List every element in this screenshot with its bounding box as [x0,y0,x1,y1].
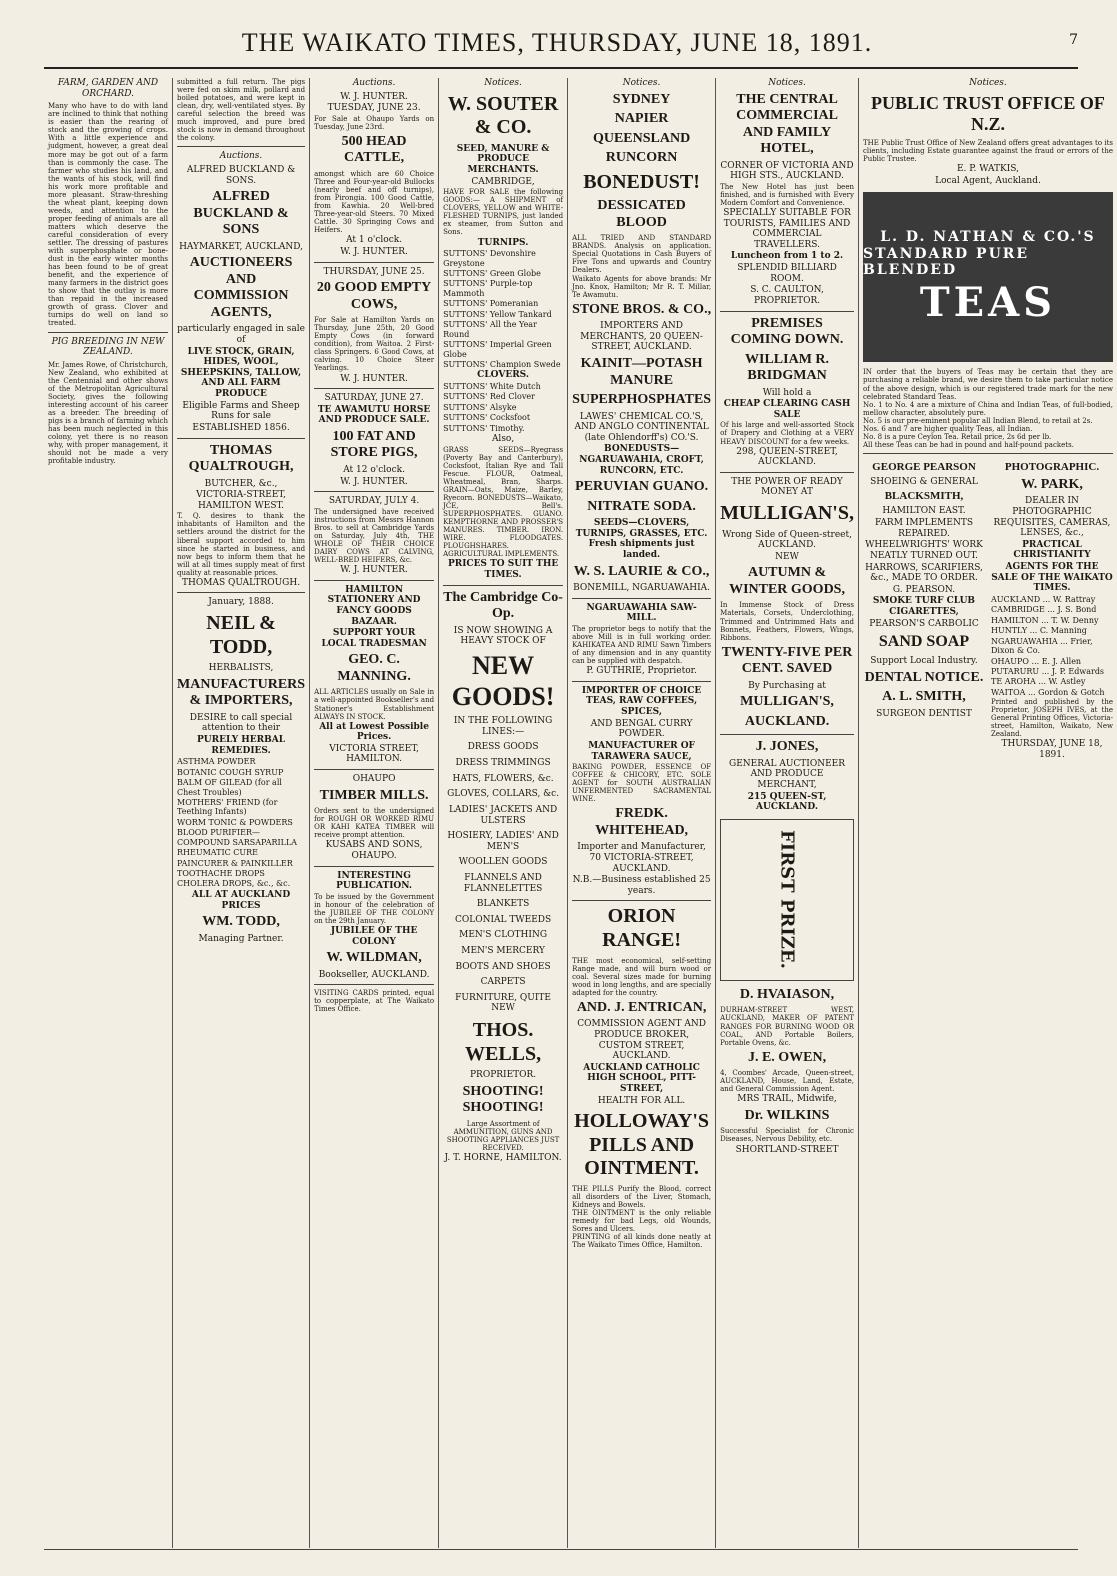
coop-line: FLANNELS AND FLANNELETTES [463,872,543,894]
turnip-item: SUTTONS' Champion Swede [443,359,561,369]
neil-todd-prices: ALL AT AUCKLAND PRICES [191,889,291,911]
coop-line: FURNITURE, QUITE NEW [455,992,551,1014]
whitehead-established: N.B.—Business established 25 years. [572,875,711,896]
jubilee-body: To be issued by the Government in honour of the celebration of the JUBILEE OF THE COLONY on the 29th January. [314,892,435,925]
divider [314,388,434,389]
divider [314,866,434,867]
wells-proprietor: PROPRIETOR. [469,1070,537,1081]
coop-showing: IS NOW SHOWING A HEAVY STOCK OF [453,625,553,647]
hotel-address: CORNER OF VICTORIA AND HIGH STS., AUCKLAND. [720,160,854,182]
column-6 [716,78,859,1548]
bengal: AND BENGAL CURRY POWDER. [590,718,693,740]
nathan-label: L. D. NATHAN & CO.'S [880,229,1096,246]
range-illustration [720,819,854,981]
coop-line: MEN'S MERCERY [461,946,545,956]
hotel-luncheon: Luncheon from 1 to 2. [730,251,844,262]
autumn-body: In Immense Stock of Dress Materials, Corsets, Underclothing, Trimmed and Untrimmed Hats and Bonnets, Feathers, Flowers, Wings, Ribbons. [720,601,854,642]
teas-no6: Nos. 6 and 7 are higher quality Teas, all Indian. [862,424,1033,433]
hvaiason-name: D. HVAIASON, [739,986,835,1002]
buckland-heading: ALFRED BUCKLAND & SONS. [186,164,296,186]
pearson-park-row [863,458,1113,762]
coop-line: CARPETS [480,977,526,988]
shortland: SHORTLAND-STREET [735,1144,839,1155]
ointment: THE OINTMENT is the only reliable remedy for bad Legs, old Wounds, Sores and Ulcers. [572,1209,712,1234]
auckland: AUCKLAND. [744,713,830,729]
hvaiason-body: DURHAM-STREET WEST, AUCKLAND, MAKER OF PATENT RANGES FOR BURNING WOOD OR COAL, AND Portable Boilers, Portable Ovens, &c. [720,1006,854,1047]
qualtrough-body: T. Q. desires to thank the inhabitants of Hamilton and the settlers around the district for the liberal support accorded to him since he started in business, and now begs to inform them that he will at all times supply meat of first quality at reasonable prices. [177,512,306,577]
divider [572,598,711,599]
buckland-firm: ALFRED BUCKLAND & SONS [193,189,289,238]
column-3 [310,78,439,1548]
sale2-hunter: W. J. HUNTER. [340,373,408,384]
stone-sub: IMPORTERS AND MERCHANTS, 20 QUEEN-STREET, AUCKLAND. [580,321,703,353]
clearing-sale: CHEAP CLEARING CASH SALE [723,399,851,420]
imprint: Printed and published by the Proprietor, JOSEPH IVES, at the General Printing Offices, Victoria-street, Hamilton, Waikato, New Zealand. [990,698,1113,739]
divider [314,262,434,263]
timber-mills: TIMBER MILLS. [319,787,429,803]
bazaar-title: HAMILTON STATIONERY AND FANCY GOODS BAZAAR. [327,584,421,627]
agent-row: AUCKLAND ... W. Rattray [990,594,1096,604]
coop-line: GLOVES, COLLARS, &c. [447,789,560,800]
column-2 [173,78,310,1548]
wells-name: THOS. WELLS, [465,1019,542,1065]
turnip-item: SUTTONS' Green Globe [443,269,541,278]
teas-logo [863,192,1113,362]
buckland-address: HAYMARKET, AUCKLAND, [179,241,303,252]
divider [720,734,854,735]
bazaar-address: VICTORIA STREET, HAMILTON. [329,743,419,765]
buckland-headline: AUCTIONEERS AND COMMISSION AGENTS, [189,255,293,320]
queensland: QUEENSLAND [592,130,691,146]
twenty-five: TWENTY-FIVE PER CENT. SAVED [721,644,853,677]
bonedust: BONEDUST! [583,170,700,193]
smoke-turf: SMOKE TURF CLUB CIGARETTES, [872,596,976,617]
bazaar-lowest: All at Lowest Possible Prices. [319,721,429,743]
ohaupo: OHAUPO [352,774,396,785]
buckland-established: ESTABLISHED 1856. [192,422,290,433]
smith-name: A. L. SMITH, [882,689,966,705]
agent-row: WAITOA ... Gordon & Gotch [990,687,1105,697]
sale1-body: For Sale at Ohaupo Yards on Tuesday, June 23rd. [314,114,435,131]
teas-label: TEAS [919,278,1057,326]
publication-title: INTERESTING PUBLICATION. [336,870,413,892]
kainit: KAINIT—POTASH MANURE [580,356,703,388]
trail: MRS TRAIL, Midwife, [737,1094,837,1105]
clover-item: SUTTONS' Cocksfoot [443,413,531,423]
column-1 [44,78,173,1548]
coop-line: BOOTS AND SHOES [455,961,551,972]
mulligans-2: MULLIGAN'S, [740,694,834,710]
sale1-items: amongst which are 60 Choice Three and Four-year-old Bullocks (nearly beef and off turnips), from Pirongia. 100 Good Cattle, from Kawhia. 20 Well-bred Three-year-old Steers. 70 Mixed Cattle. 30 Springing Cows and Heifers. [314,169,435,235]
pig-heading: PIG BREEDING IN NEW ZEALAND. [51,336,165,358]
remedy-item: MOTHERS' FRIEND (for Teething Infants) [177,797,278,817]
notices-heading: Notices. [622,78,661,88]
sale1-hunter: W. J. HUNTER. [340,246,408,257]
mulligans-new: NEW [775,551,799,562]
napier: NAPIER [614,111,669,127]
pearson-harrows: HARROWS, SCARIFIERS, &c., MADE TO ORDER. [865,562,983,584]
divider [314,984,434,985]
remedy-item: BOTANIC COUGH SYRUP [177,767,284,777]
clover-item: SUTTONS' White Dutch [443,381,541,391]
coop-line: DRESS TRIMMINGS [455,758,551,769]
first-prize-label: FIRST PRIZE. [776,830,798,970]
dessicated: DESSICATED BLOOD [597,198,686,230]
park-name: W. PARK, [1021,476,1083,492]
divider [177,438,305,439]
notices-heading: Notices. [484,78,522,88]
remedy-item: RHEUMATIC CURE [177,848,258,858]
bazaar-body: ALL ARTICLES usually on Sale in a well-appointed Bookseller's and Stationer's Establishment ALWAYS IN STOCK. [314,688,435,721]
peruvian: PERUVIAN GUANO. [575,479,709,495]
sale4-body: The undersigned have received instructions from Messrs Hannon Bros. to sell at Cambridge Yards on Saturday, July 4th, THE WHOLE OF THEIR CHOICE DAIRY COWS AT CALVING, WELL-BRED HEIFERS, &c. [314,507,435,565]
stone-name: STONE BROS. & CO., [572,301,712,317]
shooting: SHOOTING! SHOOTING! [462,1083,544,1116]
column-5 [568,78,716,1548]
watkis-name: E. P. WATKIS, [956,164,1019,175]
neil-todd-manufacturers: MANUFACTURERS & IMPORTERS, [177,676,306,709]
bottom-rule [44,1549,1078,1550]
wilkins-name: Dr. WILKINS [744,1107,830,1123]
smith-role: SURGEON DENTIST [876,708,972,719]
masthead: THE WAIKATO TIMES, THURSDAY, JUNE 18, 1891. [241,28,873,57]
teas-no5: No. 5 is our pre-eminent popular all Indian Blend, to retail at 2s. [862,416,1093,425]
mulligans-address: Wrong Side of Queen-street, AUCKLAND. [722,529,852,551]
remedy-item: CHOLERA DROPS, &c., &c. [177,879,291,889]
imprint-date: THURSDAY, JUNE 18, 1891. [1001,739,1103,761]
purchasing-at: By Purchasing at [748,680,826,691]
divider [177,146,305,147]
turnip-item: SUTTONS' Yellow Tankard [443,309,552,319]
divider [572,900,711,901]
clover-item: SUTTONS' Alsyke [443,402,517,412]
column-2-body: submitted a full return. The pigs were fed on skim milk, pollard and boiled potatoes, and were kept in clean, dry, well-ventilated styes. By careful selection the breed was much improved, and pure bred stock is now in demand throughout the colony. [177,78,306,143]
clover-item: SUTTONS' Red Clover [443,392,535,402]
standard-label: STANDARD PURE BLENDED [862,245,1030,279]
divider [720,472,854,473]
farm-body: Many who have to do with land are inclined to think that nothing is easier than the rearing of stock and the growing of crops. With a little experience and judgment, however, a great deal more may be got out of a farm than is commonly the case. The farmer who studies his land, and the wants of his stock, will find his work more profitable and more pleasant. Straw-threshing the wheat plant, keeping down weeds, and attention to the proper feeding of animals are all matters which deserve the careful consideration of every settler. The dressing of pastures with superphosphate or bone-dust in the early winter months has been found to be of great benefit, and the experience of many farmers in the district goes to show that the outlay is more than repaid in the increased growth of grass. Clover and turnips do well on land so treated. [48,102,168,328]
auctions-heading: Auctions. [219,151,263,162]
pearson-name: GEORGE PEARSON [872,460,976,473]
ammunition: Large Assortment of AMMUNITION, GUNS AND SHOOTING APPLIANCES JUST RECEIVED. [446,1119,560,1153]
neil-todd-desire: DESIRE to call special attention to their [189,712,293,734]
entrican-name: AND. J. ENTRICAN, [576,999,707,1015]
jones-sub: GENERAL AUCTIONEER AND PRODUCE MERCHANT, [729,758,846,791]
coop-line: MEN'S CLOTHING [459,930,548,941]
tarawera-body: BAKING POWDER, ESSENCE OF COFFEE & CHICORY, ETC. SOLE AGENT for SOUTH AUSTRALIAN UNFERMENTED SACRAMENTAL WINE. [572,763,712,804]
sale4-date: SATURDAY, JULY 4. [328,496,420,507]
sale2-date: THURSDAY, JUNE 25. [323,266,425,277]
remedy-item: BLOOD PURIFIER—COMPOUND SARSAPARILLA [177,828,298,847]
pearson-farm: FARM IMPLEMENTS REPAIRED. [874,518,973,539]
holloway: HOLLOWAY'S PILLS AND OINTMENT. [574,1110,710,1180]
coop-line: BLANKETS [476,899,530,910]
turnip-item: SUTTONS' Imperial Green Globe [443,340,552,359]
auctions-heading: Auctions. [352,78,396,88]
clover-item: SUTTONS' Timothy. [443,423,525,433]
remedy-item: WORM TONIC & POWDERS [177,817,293,827]
coop-line: HOSIERY, LADIES' AND MEN'S [447,831,559,852]
jubilee-title: JUBILEE OF THE COLONY [330,926,418,947]
pearson-wheel: WHEELWRIGHTS' WORK NEATLY TURNED OUT. [865,540,983,561]
qualtrough-sign: THOMAS QUALTROUGH. [182,577,301,588]
coop-new-goods: NEW GOODS! [451,650,555,711]
hotel-suitable: SPECIALLY SUITABLE FOR TOURISTS, FAMILIES AND COMMERCIAL TRAVELLERS. [723,208,851,250]
sale3-time: At 12 o'clock. [343,464,405,475]
coop-line: COLONIAL TWEEDS [454,914,552,925]
hotel-body: The New Hotel has just been finished, and is furnished with Every Modern Comfort and Convenience. [720,182,854,207]
health: HEALTH FOR ALL. [597,1095,686,1106]
turnip-item: SUTTONS' All the Year Round [443,320,537,339]
horne: J. T. HORNE, HAMILTON. [444,1153,562,1164]
also-heading: Also, [491,434,515,445]
teas-body: IN order that the buyers of Teas may be certain that they are purchasing a reliable brand, we desire them to take particular notice of the above design, which is our registered trade mark for the new celebrated Standard Teas. [862,368,1113,401]
pearson-shoeing: SHOEING & GENERAL [870,476,978,487]
owen-name: J. E. OWEN, [747,1049,827,1065]
sawmill-title: NGARUAWAHIA SAW-MILL. [586,602,697,624]
page-number: 7 [1069,32,1078,48]
farm-heading: FARM, GARDEN AND ORCHARD. [57,78,159,99]
sawmill-guthrie: P. GUTHRIE, Proprietor. [586,666,697,677]
pearson-sign: G. PEARSON. [892,584,956,595]
park-ad [991,458,1113,762]
wildman-name: W. WILDMAN, [326,950,422,966]
orion-title: ORION RANGE! [602,905,682,952]
coop-line: HATS, FLOWERS, &c. [452,773,554,784]
wilkins-body: Successful Specialist for Chronic Diseases, Nervous Debility, etc. [720,1127,854,1144]
divider [863,453,1113,454]
remedy-item: BALM OF GILEAD (for all Chest Troubles) [177,778,282,797]
printing: PRINTING of all kinds done neatly at The Waikato Times Office, Hamilton. [572,1233,712,1250]
top-rule [44,67,1078,69]
bonedusts: BONEDUSTS—NGARUAWAHIA, CROFT, RUNCORN, ETC. [579,444,704,476]
wildman-bookseller: Bookseller, AUCKLAND. [318,969,430,980]
support-local: Support Local Industry. [870,656,978,667]
carbolic: PEARSON'S CARBOLIC [869,618,979,629]
sand-soap: SAND SOAP [878,633,970,651]
turnip-item: SUTTONS' Pomeranian [443,299,539,309]
divider [48,332,168,333]
whitehead-name: FREDK. WHITEHEAD, [595,806,689,838]
notices-heading: Notices. [969,78,1007,88]
bridgman-name: WILLIAM R. BRIDGMAN [745,351,830,384]
clearing-body: Of his large and well-assorted Stock of Drapery and Clothing at a VERY HEAVY DISCOUNT for a few weeks. [720,421,854,446]
blood-agents: Waikato Agents for above brands: Mr Jno. Knox, Hamilton; Mr R. T. Millar, Te Awamutu. [572,274,712,299]
pig-body: Mr. James Rowe, of Christchurch, New Zealand, who exhibited at the Centennial and other shows of the Metropolitan Agricultural Society, gives the following interesting account of his career as a breeder. The breeding of pigs is a branch of farming which has been much neglected in this colony, yet there is no reason why, with proper management, it should not be made a very profitable industry. [48,360,168,466]
pearson-location: HAMILTON EAST. [882,506,966,517]
sale1-cattle: 500 HEAD CATTLE, [341,133,407,166]
agent-row: HUNTLY ... C. Manning [990,626,1087,636]
divider [314,580,434,581]
coop-title: The Cambridge Co-Op. [443,589,563,622]
teas-all: All these Teas can be had in pound and half-pound packets. [862,440,1074,449]
clearing-address: 298, QUEEN-STREET, AUCKLAND. [736,446,838,468]
divider [177,592,305,593]
owen-body: 4, Coombes' Arcade, Queen-street, AUCKLAND, House, Land, Estate, and General Commission Agent. [720,1069,854,1094]
coop-line: WOOLLEN GOODS [458,857,548,868]
runcorn: RUNCORN [605,150,678,166]
blood-body: ALL TRIED AND STANDARD BRANDS. Analysis on application. Special Quotations in Cash Buyers of Five Tons and upwards and Country Dealers. [572,234,712,275]
remedy-item: ASTHMA POWDER [177,757,256,767]
also-body: GRASS SEEDS—Ryegrass (Poverty Bay and Canterbury), Cocksfoot, Italian Rye and Tall Fescue. FLOUR, Oatmeal, Wheatmeal, Bran, Sharps. GRAIN—Oats, Maize, Barley, Ryecorn. BONEDUSTS—Waikato, JCE, Bell's. SUPERPHOSPHATES. GUANO. KEMPTHORNE AND PROSSER'S MANURES. TIMBER. IRON. WIRE. FLOODGATES. PLOUGHSHARES. AGRICULTURAL IMPLEMENTS. [443,445,564,559]
visiting-cards: VISITING CARDS printed, equal to copperplate, at The Waikato Times Office. [314,989,435,1014]
qualtrough-trade: BUTCHER, &c., [204,478,278,489]
superphosphates: SUPERPHOSPHATES [572,392,712,408]
souter-name: W. SOUTER & CO. [447,92,559,139]
sale1-time: At 1 o'clock. [346,235,403,246]
sydney: SYDNEY [612,91,671,107]
school: AUCKLAND CATHOLIC HIGH SCHOOL, PITT-STREET, [583,1062,700,1095]
sawmill-body: The proprietor begs to notify that the above Mill is in full working order. KAHIKATEA AND RIMU Sawn Timbers of any dimension and in any quantity can be supplied with despatch. [572,625,712,666]
trust-body: THE Public Trust Office of New Zealand offers great advantages to its clients, including Estate guarantee against the fraud or errors of the Public Trustee. [862,139,1113,164]
turnips-heading: TURNIPS. [477,237,529,248]
importer: IMPORTER OF CHOICE TEAS, RAW COFFEES, SPICES, [581,685,702,718]
remedy-item: PAINCURER & PAINKILLER [177,858,293,868]
agent-row: HAMILTON ... T. W. Denny [990,615,1099,625]
todd-managing: Managing Partner. [198,933,284,944]
clovers-heading: CLOVERS. [477,370,529,381]
premises: PREMISES COMING DOWN. [730,315,844,348]
turnip-item: SUTTONS' Purple-top Mammoth [443,279,533,298]
super-sub: LAWES' CHEMICAL CO.'S, AND ANGLO CONTINENTAL (late Ohlendorff's) CO.'S. [574,411,709,443]
bridgman-will-hold: Will hold a [762,387,812,398]
divider [314,491,434,492]
column-7 [859,78,1117,1548]
public-trust: PUBLIC TRUST OFFICE OF N.Z. [871,92,1105,134]
pearson-ad [863,458,985,762]
turnip-item: SUTTONS' Devonshire Greystone [443,249,536,268]
agent-row: TE AROHA ... W. Astley [990,677,1086,687]
watkis-role: Local Agent, Auckland. [935,175,1041,186]
neil-todd-name: NEIL & TODD, [206,611,276,658]
hunter-name: W. J. HUNTER. [340,91,408,102]
agent-row: NGARUAWAHIA ... Frier, Dixon & Co. [990,636,1093,656]
sale1-date: TUESDAY, JUNE 23. [327,103,421,114]
buckland-business: particularly engaged in sale of [177,324,305,346]
sale3-title: TE AWAMUTU HORSE AND PRODUCE SALE. [317,404,431,426]
hotel-caulton: S. C. CAULTON, PROPRIETOR. [750,285,824,306]
photographic: PHOTOGRAPHIC. [1004,460,1100,473]
agent-row: PUTARURU ... J. P. Edwards [990,666,1105,676]
teas-no8: No. 8 is a pure Ceylon Tea. Retail price, 2s 6d per lb. [862,432,1052,441]
qualtrough-name: THOMAS QUALTROUGH, [188,442,294,475]
whitehead-sub: Importer and Manufacturer, 70 VICTORIA-STREET, AUCKLAND. [577,842,706,874]
agents-title: AGENTS FOR THE SALE OF THE WAIKATO TIMES. [991,562,1113,594]
buckland-goods: LIVE STOCK, GRAIN, HIDES, WOOL, SHEEPSKINS, TALLOW, AND ALL FARM PRODUCE [180,346,302,400]
sale4-hunter: W. J. HUNTER. [340,565,408,576]
bazaar-support: SUPPORT YOUR LOCAL TRADESMAN [321,628,427,649]
coop-following: IN THE FOLLOWING LINES:— [453,716,553,737]
timber-body: Orders sent to the undersigned for ROUGH OR WORKED RIMU OR KAHI KATEA TIMBER will receive prompt attention. [314,807,435,840]
seeds: SEEDS—CLOVERS, TURNIPS, GRASSES, ETC. Fresh shipments just landed. [575,518,708,561]
pills: THE PILLS Purify the Blood, correct all disorders of the Liver, Stomach, Kidneys and Bowels. [572,1185,712,1210]
divider [443,585,563,586]
column-4 [439,78,568,1548]
park-sub: DEALER IN PHOTOGRAPHIC REQUISITES, CAMERAS, LENSES, &c., [993,496,1111,539]
agent-row: CAMBRIDGE ... J. S. Bond [990,605,1097,615]
coop-line: LADIES' JACKETS AND ULSTERS [448,804,558,826]
dental-notice: DENTAL NOTICE. [864,669,984,685]
agent-row: OHAUPO ... E. J. Allen [990,656,1082,666]
power-ready-money: THE POWER OF READY MONEY AT [731,476,843,498]
buckland-note: Eligible Farms and Sheep Runs for sale [182,400,300,422]
todd-name: WM. TODD, [202,914,280,930]
qualtrough-address: VICTORIA-STREET, HAMILTON WEST. [196,490,286,511]
autumn-winter: AUTUMN & WINTER GOODS, [729,565,845,597]
nitrate: NITRATE SODA. [587,498,696,514]
souter-sub: SEED, MANURE & PRODUCE MERCHANTS. [456,143,550,176]
hotel-name: THE CENTRAL COMMERCIAL AND FAMILY HOTEL, [736,91,838,157]
laurie-sub: BONEMILL, NGARUAWAHIA. [573,583,711,594]
notices-heading: Notices. [768,78,806,88]
divider [572,681,711,682]
neil-todd-remedies: PURELY HERBAL REMEDIES. [197,735,286,756]
hotel-billiard: SPLENDID BILLIARD ROOM. [737,263,837,284]
sale3-pigs: 100 FAT AND STORE PIGS, [330,428,418,461]
kusabs: KUSABS AND SONS, OHAUPO. [325,840,423,861]
remedy-item: TOOTHACHE DROPS [177,869,265,879]
divider [720,311,854,312]
sale3-date: SATURDAY, JUNE 27. [324,393,424,404]
entrican-sub: COMMISSION AGENT AND PRODUCE BROKER, CUSTOM STREET, AUCKLAND. [577,1019,706,1062]
coop-line: DRESS GOODS [467,742,539,753]
jones-address: 215 QUEEN-ST, AUCKLAND. [747,791,827,813]
mulligans: MULLIGAN'S, [720,501,854,524]
teas-no1: No. 1 to No. 4 are a mixture of China and Indian Teas, of full-bodied, mellow character, absolutely pure. [862,400,1113,417]
souter-body: HAVE FOR SALE the following GOODS:— A SHIPMENT of CLOVERS, YELLOW and WHITE-FLESHED TURNIPS, just landed ex steamer, from Sutton and Sons. [443,188,564,237]
neil-todd-date: January, 1888. [208,597,274,608]
practical-christianity: PRACTICAL CHRISTIANITY [1013,539,1091,561]
sale2-cows: 20 GOOD EMPTY COWS, [316,280,432,312]
pearson-blacksmith: BLACKSMITH, [884,490,964,503]
divider [314,769,434,770]
sale2-body: For Sale at Hamilton Yards on Thursday, June 25th, 20 Good Empty Cows (in forward condition), from Waitoa. 2 First-class Springers. 6 Good Cows, at calving. 10 Choice Steer Yearlings. [314,316,435,373]
bazaar-manning: GEO. C. MANNING. [337,652,411,684]
neil-todd-herbalists: HERBALISTS, [208,663,274,674]
souter-town: CAMBRIDGE, [471,176,535,187]
sale3-hunter: W. J. HUNTER. [340,476,408,487]
laurie-name: W. S. LAURIE & CO., [573,563,710,579]
tarawera: MANUFACTURER OF TARAWERA SAUCE, [588,740,695,762]
page-columns [44,78,1113,1548]
prices-note: PRICES TO SUIT THE TIMES. [447,559,559,581]
jones-name: J. JONES, [755,739,819,755]
orion-body: THE most economical, self-setting Range made, and will burn wood or coal. Several sizes made for burning wood in long lengths, and are specially adapted for the country. [572,956,712,997]
